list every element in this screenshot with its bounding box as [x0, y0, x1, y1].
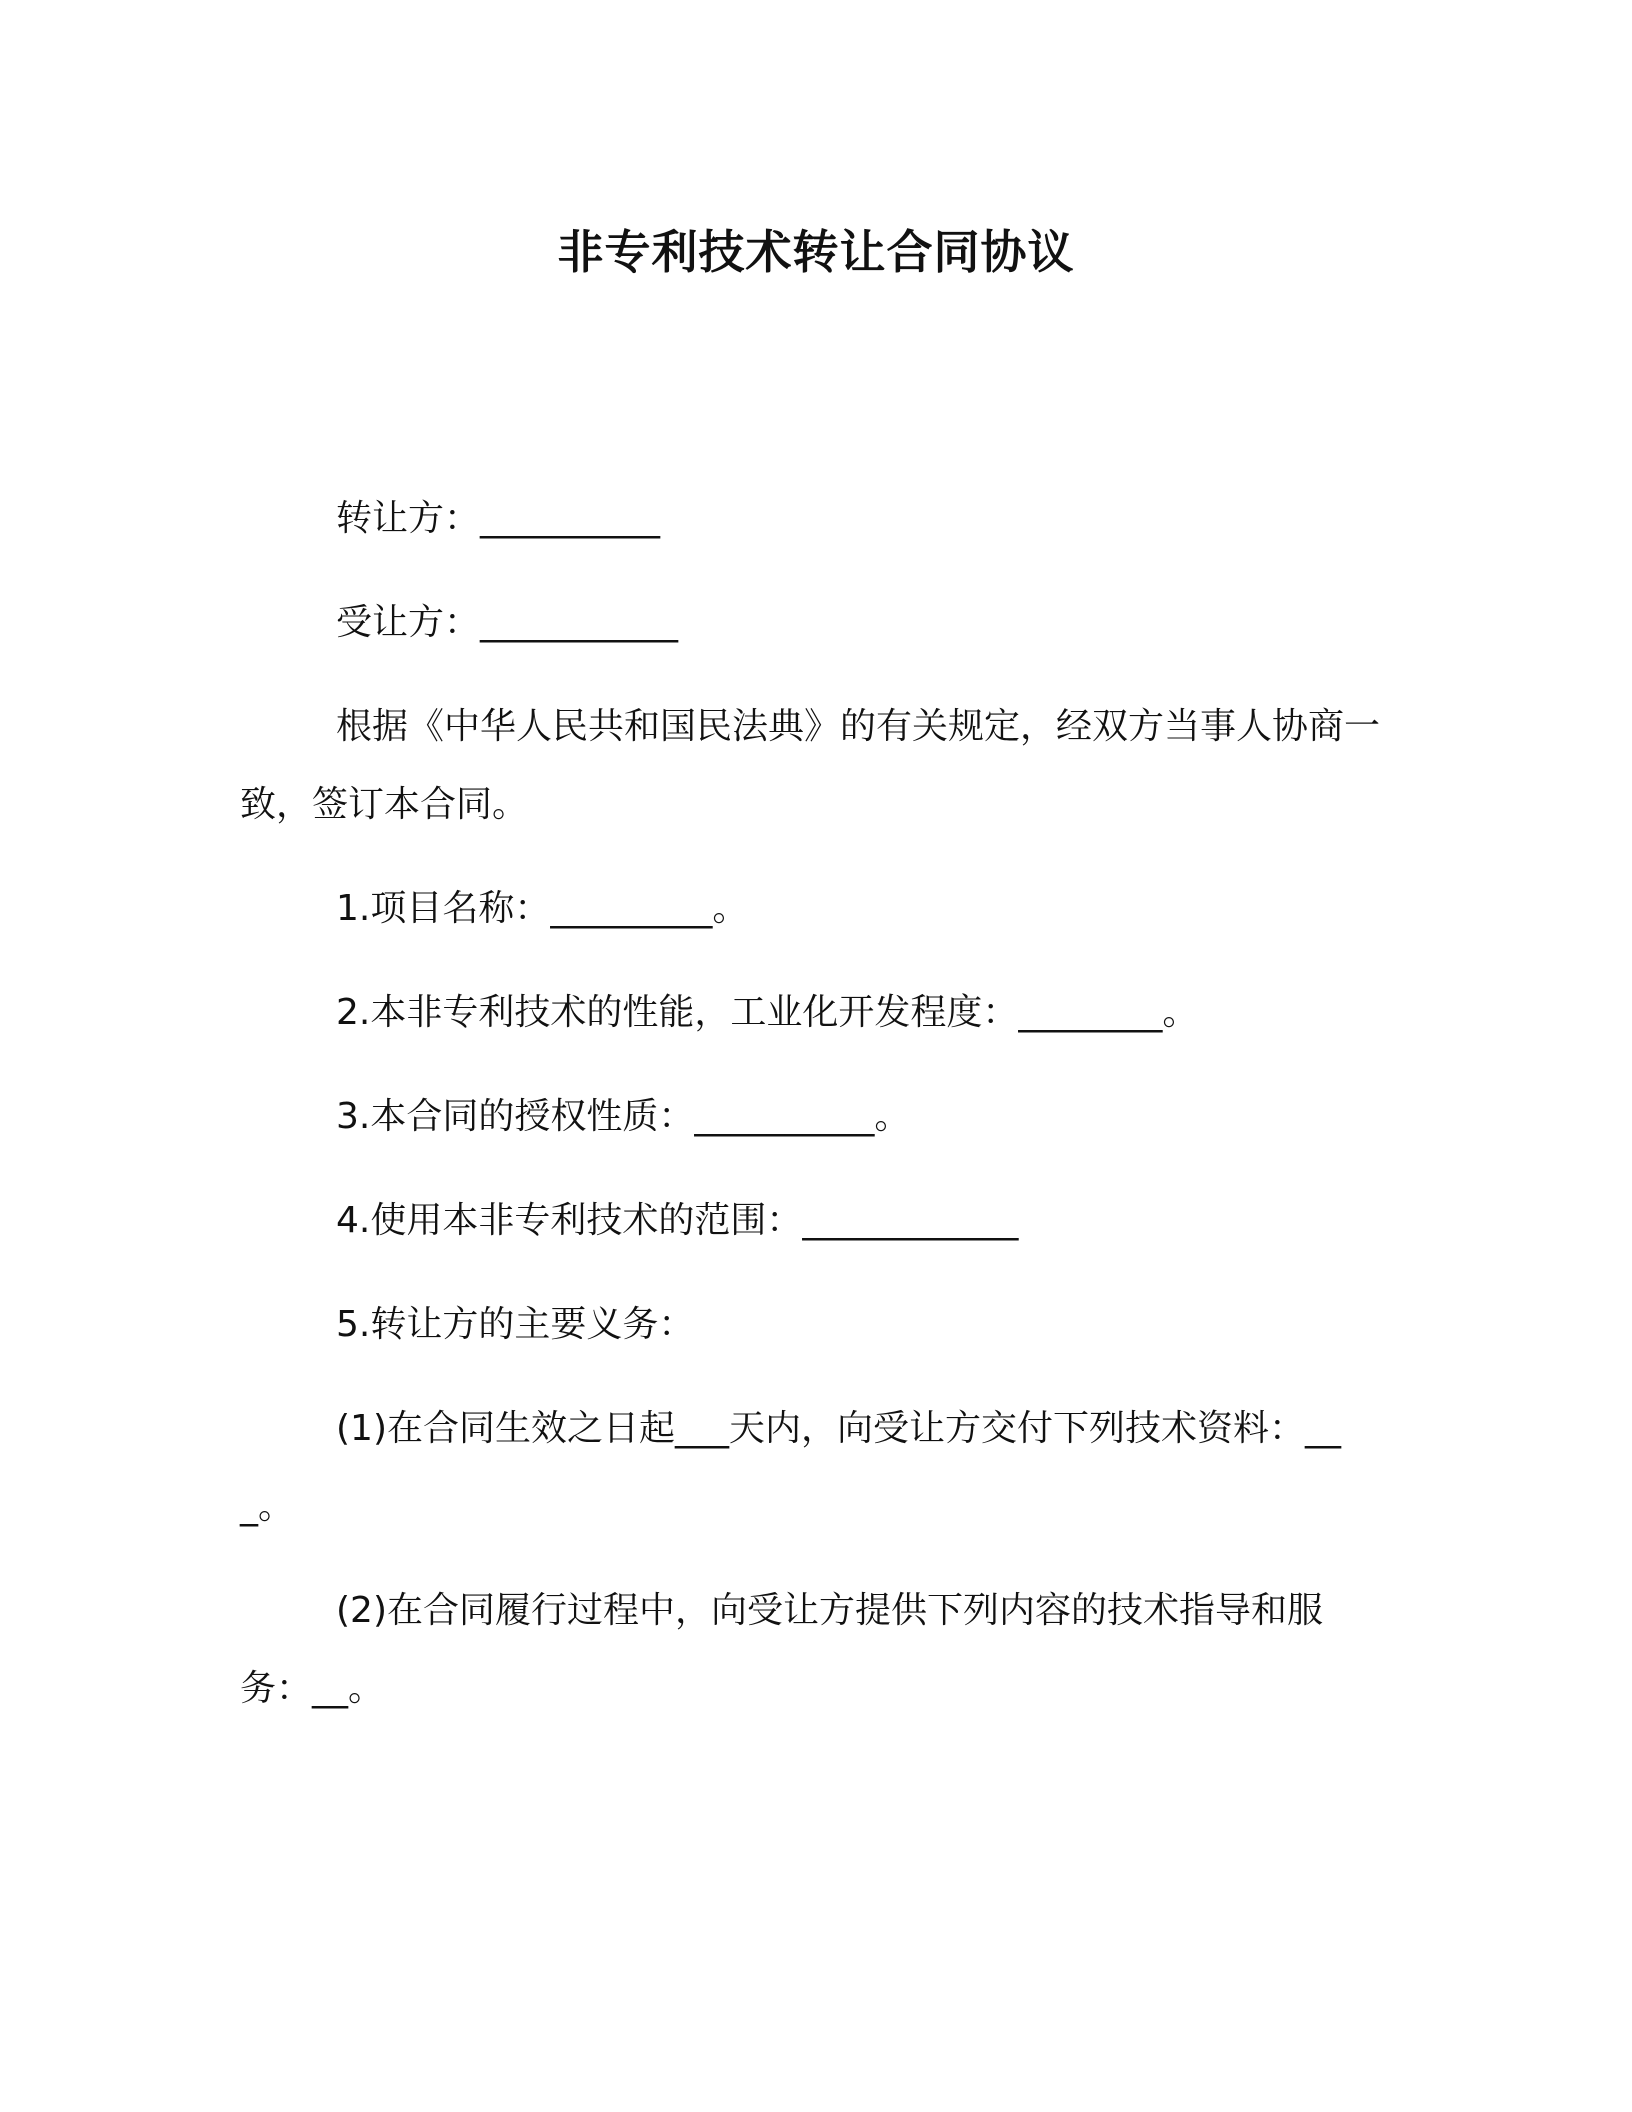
transferor-line: 转让方：__________	[336, 498, 661, 539]
clause-5-item-2: (2)在合同履行过程中，向受让方提供下列内容的技术指导和服务：__。	[240, 1590, 1323, 1709]
clause-2-performance: 2.本非专利技术的性能，工业化开发程度：________。	[336, 992, 1199, 1033]
clause-1-project-name: 1.项目名称：_________。	[336, 888, 749, 929]
clause-3-license-nature: 3.本合同的授权性质：__________。	[336, 1096, 911, 1137]
clause-5-item-1: (1)在合同生效之日起___天内，向受让方交付下列技术资料：___。	[240, 1408, 1341, 1527]
document-title: 非专利技术转让合同协议	[557, 225, 1075, 279]
clause-4-scope: 4.使用本非专利技术的范围：____________	[336, 1200, 1019, 1241]
transferee-line: 受让方：___________	[336, 602, 679, 643]
preamble-paragraph: 根据《中华人民共和国民法典》的有关规定，经双方当事人协商一致，签订本合同。	[240, 706, 1381, 825]
clause-5-obligations: 5.转让方的主要义务：	[336, 1304, 695, 1345]
